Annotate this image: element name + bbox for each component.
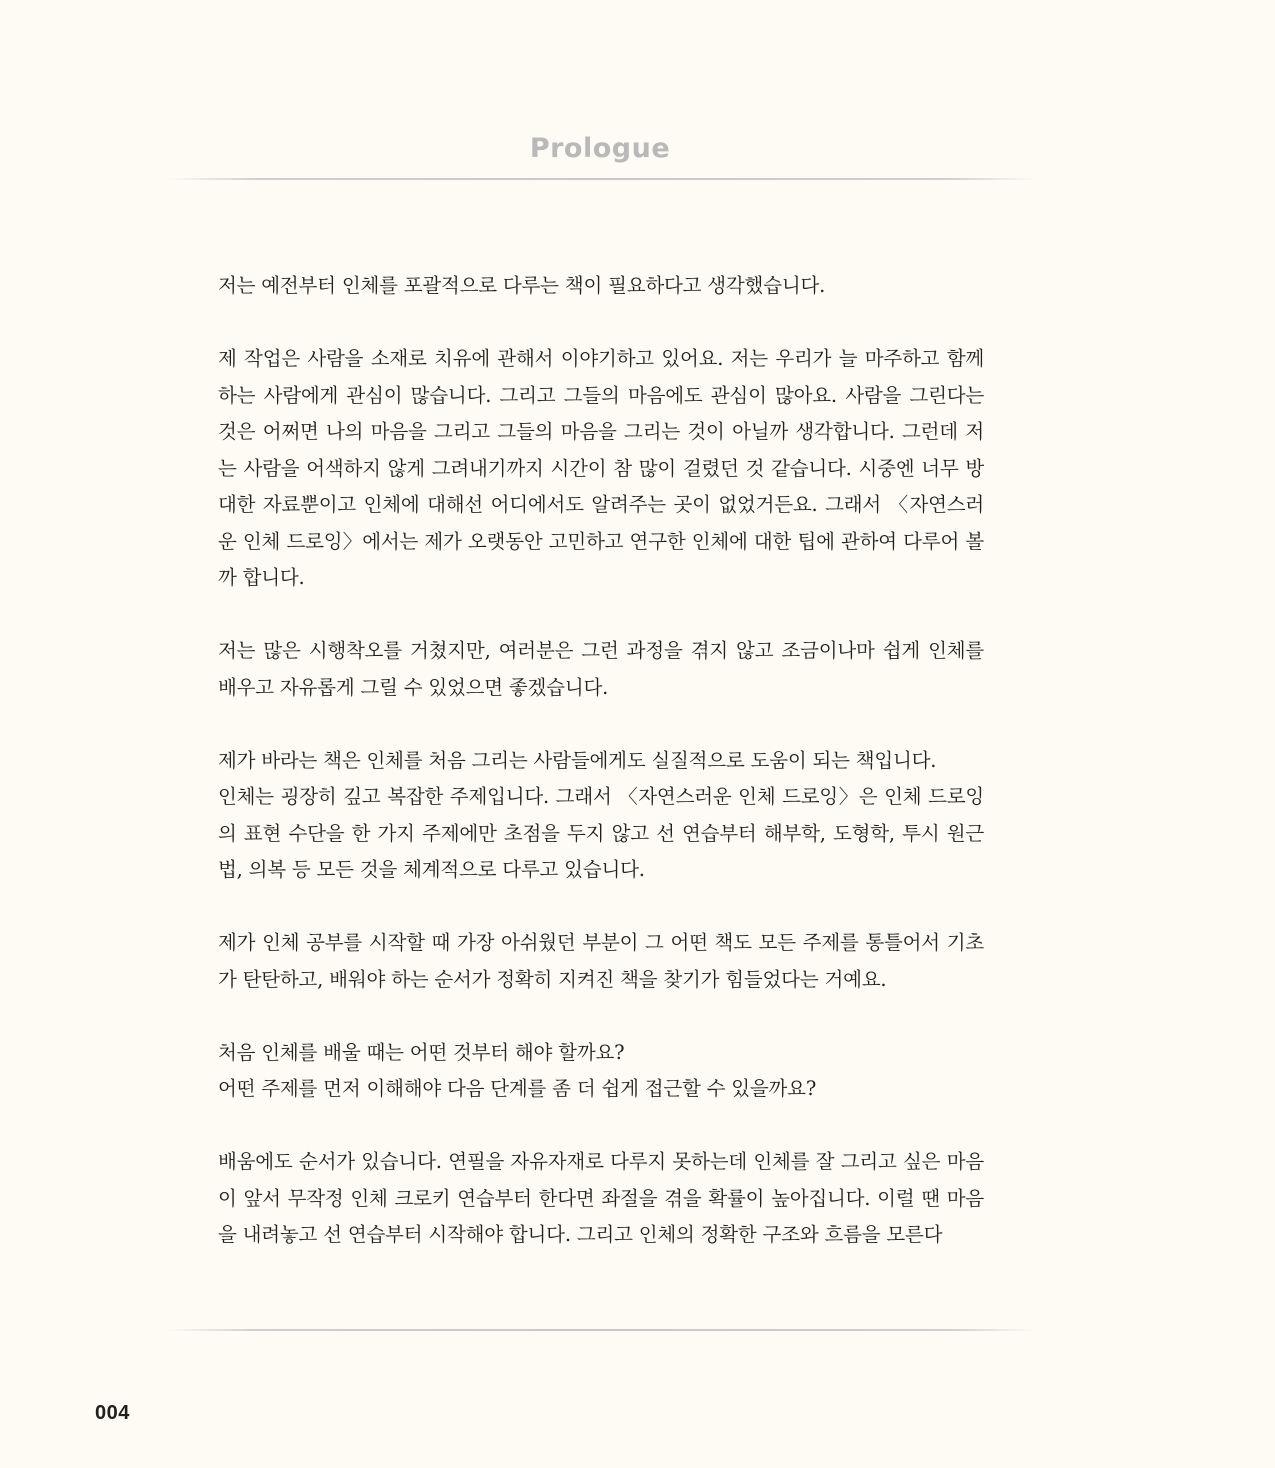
- paragraph-line: 제 작업은 사람을 소재로 치유에 관해서 이야기하고 있어요. 저는 우리가 늘 마주하고 함께 하는 사람에게 관심이 많습니다. 그리고 그들의 마음에도 관심이 많아요. 사람을 그린다는 것은 어쩌면 나의 마음을 그리고 그들의 마음을 그리는 것이 아닐까 생각합니다. 그런데 저는 사람을 어색하지 않게 그려내기까지 시간이 참 많이 걸렸던 것 같습니다. 시중엔 너무 방대한 자료뿐이고 인체에 대해선 어디에서도 알려주는 곳이 없었거든요. 그래서 〈자연스러운 인체 드로잉〉에서는 제가 오랫동안 고민하고 연구한 인체에 대한 팁에 관하여 다루어 볼까 합니다.: [218, 347, 984, 589]
- paragraph-line: 제가 바라는 책은 인체를 처음 그리는 사람들에게도 실질적으로 도움이 되는 책입니다.: [218, 748, 937, 772]
- top-divider: [168, 178, 1036, 180]
- paragraph-7: [218, 1144, 984, 1254]
- paragraph-line: 저는 예전부터 인체를 포괄적으로 다루는 책이 필요하다고 생각했습니다.: [218, 274, 826, 297]
- paragraph-line: 제가 인체 공부를 시작할 때 가장 아쉬웠던 부분이 그 어떤 책도 모든 주제를 통틀어서 기초가 탄탄하고, 배워야 하는 순서가 정확히 지켜진 책을 찾기가 힘들었다는 거예요.: [218, 931, 984, 991]
- paragraph-4: [218, 743, 984, 889]
- bottom-divider: [168, 1329, 1036, 1331]
- paragraph-2: [218, 341, 984, 597]
- paragraph-5: [218, 925, 984, 998]
- paragraph-line: 인체는 굉장히 깊고 복잡한 주제입니다. 그래서 〈자연스러운 인체 드로잉〉은 인체 드로잉의 표현 수단을 한 가지 주제에만 초점을 두지 않고 선 연습부터 해부학, 도형학, 투시 원근법, 의복 등 모든 것을 체계적으로 다루고 있습니다.: [218, 785, 984, 881]
- page-title: Prologue: [529, 133, 671, 164]
- paragraph-6: [218, 1035, 984, 1108]
- paragraph-line: 어떤 주제를 먼저 이해해야 다음 단계를 좀 더 쉽게 접근할 수 있을까요?: [218, 1077, 817, 1100]
- paragraph-line: 처음 인체를 배울 때는 어떤 것부터 해야 할까요?: [218, 1040, 625, 1064]
- page-number: 004: [95, 1402, 130, 1424]
- paragraph-line: 배움에도 순서가 있습니다. 연필을 자유자재로 다루지 못하는데 인체를 잘 그리고 싶은 마음이 앞서 무작정 인체 크로키 연습부터 한다면 좌절을 겪을 확률이 높아집니다. 이럴 땐 마음을 내려놓고 선 연습부터 시작해야 합니다. 그리고 인체의 정확한 구조와 흐름을 모른다: [218, 1150, 984, 1246]
- paragraph-line: 저는 많은 시행착오를 거쳤지만, 여러분은 그런 과정을 겪지 않고 조금이나마 쉽게 인체를 배우고 자유롭게 그릴 수 있었으면 좋겠습니다.: [218, 639, 984, 699]
- paragraph-1: [218, 268, 984, 305]
- prologue-body: [218, 268, 984, 1290]
- paragraph-3: [218, 633, 984, 706]
